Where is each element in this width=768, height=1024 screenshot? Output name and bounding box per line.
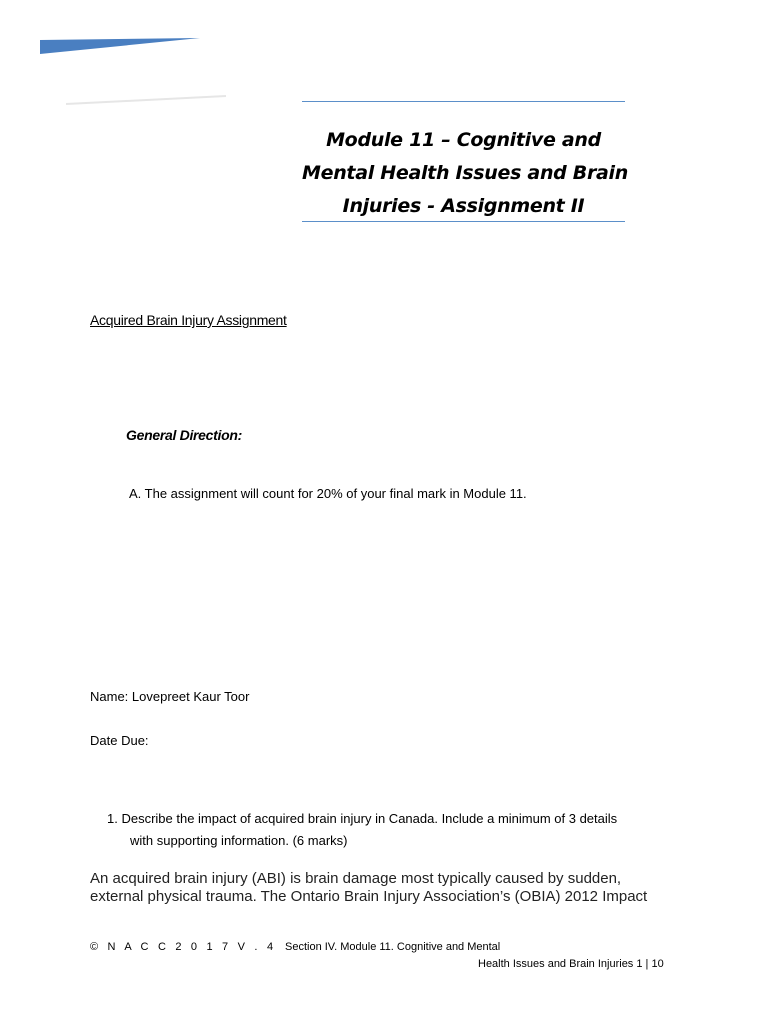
answer-line-2: external physical trauma. The Ontario Brain Injury Association’s (OBIA) 2012 Impact — [90, 888, 648, 905]
direction-item-a: A. The assignment will count for 20% of your final mark in Module 11. — [129, 486, 527, 501]
date-due-field: Date Due: — [90, 733, 149, 748]
title-bottom-rule — [302, 221, 625, 222]
question-1-line-1: 1. Describe the impact of acquired brain injury in Canada. Include a minimum of 3 details — [107, 811, 618, 826]
footer-copyright: © N A C C 2 0 1 7 V . 4 — [90, 941, 277, 953]
answer-text — [90, 870, 690, 906]
answer-line-1: An acquired brain injury (ABI) is brain damage most typically caused by sudden, — [90, 870, 622, 887]
header-faint-decoration — [66, 92, 226, 106]
title-top-rule — [302, 101, 625, 102]
header-banner-shape — [40, 38, 200, 54]
title-line-1: Module 11 – Cognitive and — [326, 129, 601, 151]
page-title — [302, 124, 628, 223]
footer-section-line-2: Health Issues and Brain Injuries 1 | 10 — [478, 958, 664, 970]
footer-section-line-1: Section IV. Module 11. Cognitive and Mental — [285, 941, 501, 953]
general-direction-label: General Direction: — [126, 427, 242, 443]
title-line-2: Mental Health Issues and Brain — [302, 162, 628, 184]
name-field: Name: Lovepreet Kaur Toor — [90, 689, 250, 704]
title-line-3: Injuries - Assignment II — [342, 195, 585, 217]
section-heading: Acquired Brain Injury Assignment — [90, 312, 287, 328]
question-1-line-2: with supporting information. (6 marks) — [130, 833, 348, 848]
